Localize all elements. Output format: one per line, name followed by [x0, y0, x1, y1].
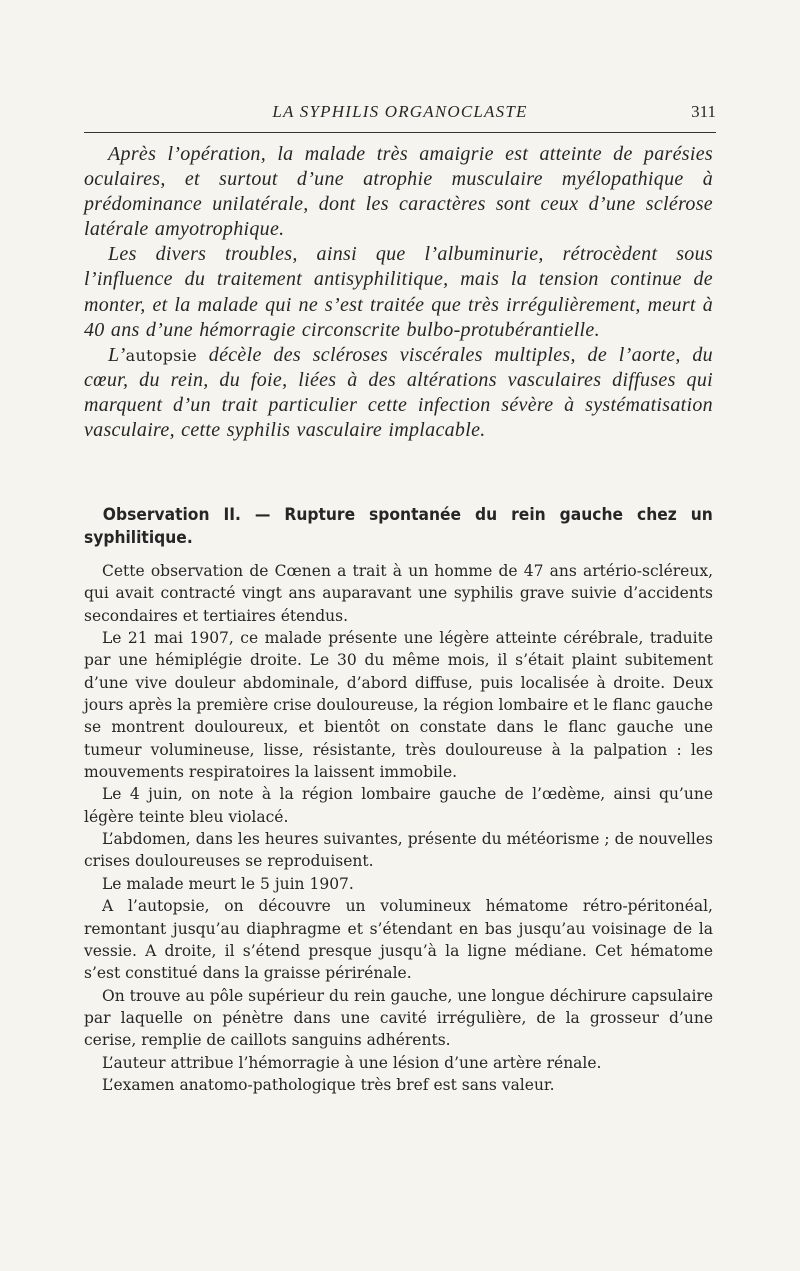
observation-body	[84, 560, 713, 1096]
body-paragraph: Le 4 juin, on note à la région lombaire gauche de l’œdème, ainsi qu’une légère teinte bleu violacé.	[84, 785, 713, 826]
observation-heading: Observation II. — Rupture spontanée du rein gauche chez un syphilitique.	[84, 505, 713, 547]
running-header	[84, 100, 716, 126]
intro-paragraph-2: Les divers troubles, ainsi que l’albuminurie, rétrocèdent sous l’influence du traitement antisyphilitique, mais la tension continue de monter, et la malade qui ne s’est traitée que très irrégulièrement, meurt à 40 ans d’une hémorragie circonscrite bulbo-protubérantielle.	[84, 243, 713, 341]
body-paragraph: Le malade meurt le 5 juin 1907.	[102, 874, 354, 893]
body-paragraph: A l’autopsie, on découvre un volumineux hématome rétro-péritonéal, remontant jusqu’au diaphragme et s’étendant en bas jusqu’au voisinage de la vessie. A droite, il s’étend presque jusqu’à la ligne médiane. Cet hématome s’est constitué dans la graisse périrénale.	[84, 897, 713, 983]
body-paragraph: L’abdomen, dans les heures suivantes, présente du météorisme ; de nouvelles crises douloureuses se reproduisent.	[84, 830, 713, 871]
body-paragraph: Cette observation de Cœnen a trait à un homme de 47 ans artério-scléreux, qui avait contracté vingt ans auparavant une syphilis grave suivie d’accidents secondaires et tertiaires étendus.	[84, 562, 713, 625]
intro-p3-prefix: L’	[108, 343, 126, 366]
body-paragraph: L’examen anatomo-pathologique très bref est sans valeur.	[102, 1075, 555, 1094]
intro-p3-rest: décèle des scléroses viscérales multiples, de l’aorte, du cœur, du rein, du foie, liées à des altérations vasculaires diffuses qui marquent d’un trait particulier cette infection sévère à systématisation vasculaire, cette syphilis vasculaire implacable.	[84, 343, 713, 442]
body-paragraph: Le 21 mai 1907, ce malade présente une légère atteinte cérébrale, traduite par une hémiplégie droite. Le 30 du même mois, il s’était plaint subitement d’une vive douleur abdominale, d’abord diffuse, puis localisée à droite. Deux jours après la première crise douloureuse, la région lombaire et le flanc gauche se montrent douloureux, et bientôt on constate dans le flanc gauche une tumeur volumineuse, lisse, résistante, très douloureuse à la palpation : les mouvements respiratoires la laissent immobile.	[84, 629, 713, 782]
page-number: 311	[691, 102, 716, 121]
header-rule	[84, 132, 716, 133]
body-paragraph: L’auteur attribue l’hémorragie à une lésion d’une artère rénale.	[102, 1053, 602, 1072]
body-paragraph: On trouve au pôle supérieur du rein gauche, une longue déchirure capsulaire par laquelle on pénètre dans une cavité irrégulière, de la grosseur d’une cerise, remplie de caillots sanguins adhérents.	[84, 986, 713, 1050]
running-title: LA SYPHILIS ORGANOCLASTE	[272, 102, 528, 121]
intro-paragraph-3	[84, 343, 713, 443]
intro-paragraph-1: Après l’opération, la malade très amaigrie est atteinte de parésies oculaires, et surtout d’une atrophie musculaire myélopathique à prédominance unilatérale, dont les caractères sont ceux d’une sclérose latérale amyotrophique.	[84, 143, 713, 241]
intro-p3-upright-word: autopsie	[125, 345, 198, 365]
intro-section	[84, 142, 713, 443]
